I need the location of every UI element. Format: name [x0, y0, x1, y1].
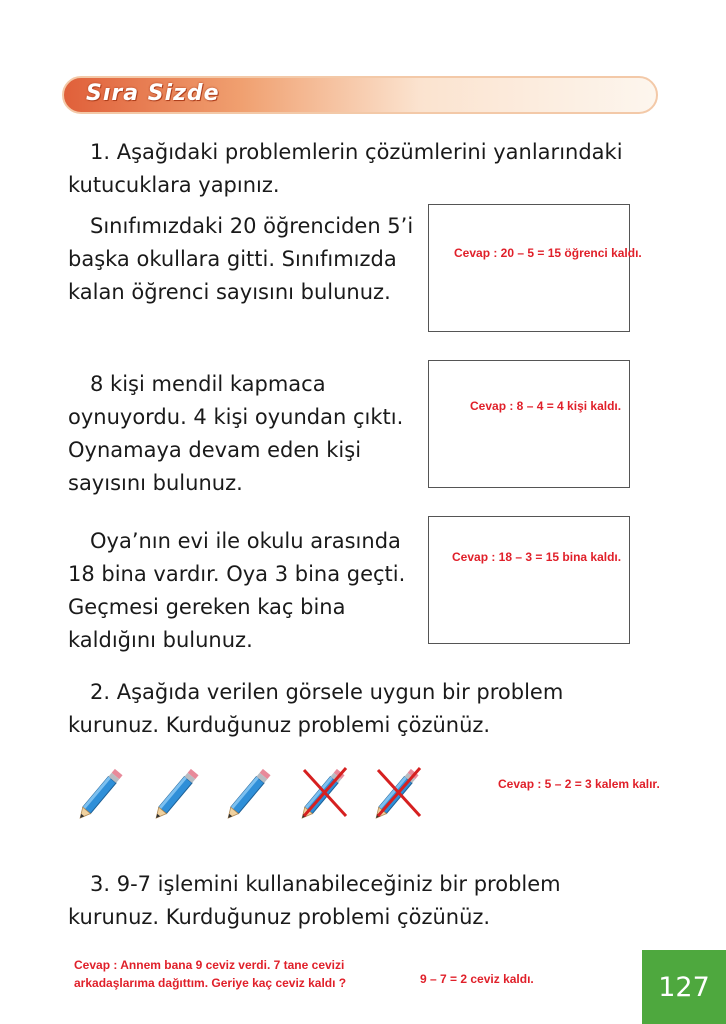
answer-box-3 [428, 516, 630, 644]
problem-2-text: 8 kişi mendil kapmaca oynuyordu. 4 kişi oyundan çıktı. Oynamaya devam eden kişi sayısını bulunuz. [68, 372, 404, 495]
pencil-icon [218, 760, 282, 824]
crossed-pencil-icon [292, 760, 356, 824]
answer-2: Cevap : 8 – 4 = 4 kişi kaldı. [470, 399, 622, 413]
question-1-title: 1. Aşağıdaki problemlerin çözümlerini yanlarındaki kutucuklara yapınız. [68, 140, 623, 197]
page-number: 127 [642, 950, 726, 1024]
answer-q2: Cevap : 5 – 2 = 3 kalem kalır. [498, 777, 660, 791]
answer-box-1 [428, 204, 630, 332]
pencil-icon [70, 760, 134, 824]
answer-1: Cevap : 20 – 5 = 15 öğrenci kaldı. [454, 246, 642, 260]
answer-box-2 [428, 360, 630, 488]
problem-3-text: Oya’nın evi ile okulu arasında 18 bina vardır. Oya 3 bina geçti. Geçmesi gereken kaç bina kaldığını bulunuz. [68, 529, 406, 652]
pencil-image [70, 760, 430, 824]
answer-q3-line1: Cevap : Annem bana 9 ceviz verdi. 7 tane cevizi [74, 958, 345, 972]
pencil-icon [146, 760, 210, 824]
answer-q3-line2: arkadaşlarıma dağıttım. Geriye kaç ceviz kaldı ? [74, 976, 347, 990]
section-banner [62, 76, 658, 114]
question-3-title: 3. 9-7 işlemini kullanabileceğiniz bir problem kurunuz. Kurduğunuz problemi çözünüz. [68, 872, 561, 929]
question-2-title: 2. Aşağıda verilen görsele uygun bir problem kurunuz. Kurduğunuz problemi çözünüz. [68, 680, 564, 737]
answer-3: Cevap : 18 – 3 = 15 bina kaldı. [452, 550, 622, 564]
crossed-pencil-icon [366, 760, 430, 824]
problem-1-text: Sınıfımızdaki 20 öğrenciden 5’i başka okullara gitti. Sınıfımızda kalan öğrenci sayısını bulunuz. [68, 214, 414, 304]
section-title: Sıra Sizde [86, 81, 220, 106]
answer-q3-result: 9 – 7 = 2 ceviz kaldı. [420, 972, 534, 986]
